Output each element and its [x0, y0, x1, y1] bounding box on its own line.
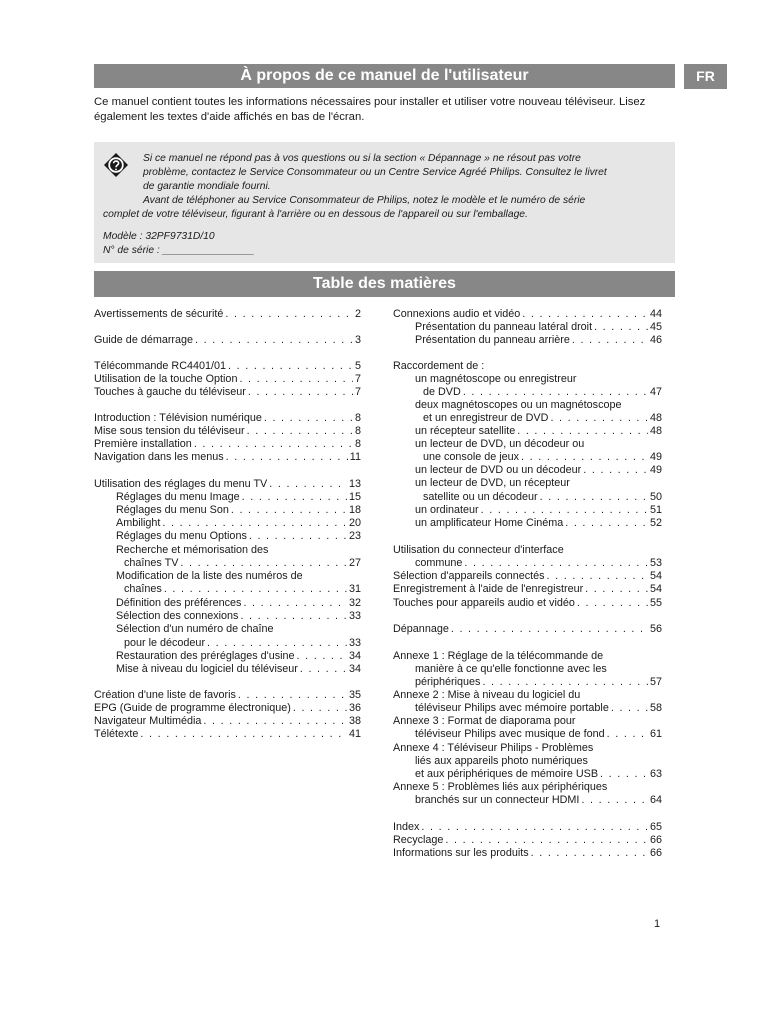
toc-page-number: 7 [354, 386, 361, 398]
toc-page-number: 57 [649, 676, 662, 688]
toc-entry [415, 477, 570, 489]
toc-dot-leader [600, 768, 648, 780]
toc-entry [94, 373, 361, 385]
toc-entry [116, 491, 361, 503]
toc-entry-title: Informations sur les produits [393, 847, 529, 859]
toc-entry-title: Annexe 1 : Réglage de la télécommande de [393, 650, 604, 662]
toc-entry [415, 321, 662, 333]
toc-entry [393, 834, 662, 846]
toc-dot-leader [451, 623, 648, 635]
toc-entry-title: Télétexte [94, 728, 139, 740]
toc-entry-title: Modification de la liste des numéros de [116, 570, 303, 582]
toc-entry [415, 504, 662, 516]
toc-entry-title: Ambilight [116, 517, 161, 529]
toc-page-number: 34 [348, 663, 361, 675]
toc-entry [94, 308, 361, 320]
toc-entry-title: un lecteur de DVD ou un décodeur [415, 464, 582, 476]
toc-dot-leader [243, 597, 347, 609]
note-line: N° de série : ________________ [103, 245, 255, 256]
note-line: complet de votre téléviseur, figurant à l'arrière ou en dessous de l'appareil ou sur l'emballage. [103, 209, 528, 220]
toc-page-number: 11 [349, 451, 361, 463]
toc-entry-title: téléviseur Philips avec mémoire portable [415, 702, 609, 714]
toc-entry-title: Sélection des connexions [116, 610, 239, 622]
note-line: Modèle : 32PF9731D/10 [103, 231, 215, 242]
toc-entry [415, 399, 622, 411]
toc-dot-leader [517, 425, 648, 437]
toc-dot-leader [594, 321, 648, 333]
toc-entry [415, 438, 584, 450]
toc-entry [116, 623, 274, 635]
toc-dot-leader [240, 610, 347, 622]
toc-entry-title: Réglages du menu Son [116, 504, 229, 516]
toc-page-number: 63 [649, 768, 662, 780]
toc-page-number: 48 [649, 412, 662, 424]
toc-page-number: 53 [649, 557, 662, 569]
toc-dot-leader [228, 360, 353, 372]
toc-entry [423, 491, 662, 503]
toc-page-number: 54 [649, 570, 662, 582]
toc-dot-leader [300, 663, 347, 675]
toc-entry [116, 517, 361, 529]
toc-entry-title: commune [415, 557, 463, 569]
toc-entry [94, 451, 361, 463]
toc-dot-leader [249, 530, 347, 542]
toc-page-number: 18 [348, 504, 361, 516]
toc-page-number: 15 [348, 491, 361, 503]
toc-entry [415, 728, 662, 740]
toc-page-number: 27 [348, 557, 361, 569]
toc-entry [94, 412, 361, 424]
toc-dot-leader [445, 834, 648, 846]
toc-entry-title: Dépannage [393, 623, 449, 635]
toc-entry [94, 702, 361, 714]
toc-entry [116, 530, 361, 542]
toc-entry-title: chaînes [124, 583, 162, 595]
toc-entry-title: Avertissements de sécurité [94, 308, 224, 320]
toc-entry-title: Recherche et mémorisation des [116, 544, 269, 556]
toc-entry [415, 557, 662, 569]
toc-entry-title: et aux périphériques de mémoire USB [415, 768, 599, 780]
toc-entry [393, 570, 662, 582]
toc-page-number: 36 [348, 702, 361, 714]
toc-page-number: 23 [348, 530, 361, 542]
toc-entry-title: un ordinateur [415, 504, 479, 516]
toc-entry-title: Touches pour appareils audio et vidéo [393, 597, 575, 609]
toc-page-number: 41 [348, 728, 361, 740]
toc-entry-title: Guide de démarrage [94, 334, 194, 346]
toc-entry [415, 663, 607, 675]
toc-entry-title: Utilisation de la touche Option [94, 373, 238, 385]
toc-entry [393, 689, 580, 701]
toc-entry-title: Annexe 5 : Problèmes liés aux périphériques [393, 781, 608, 793]
toc-page-number: 35 [348, 689, 361, 701]
toc-entry-title: Sélection d'appareils connectés [393, 570, 545, 582]
toc-dot-leader [547, 570, 648, 582]
toc-entry [116, 544, 268, 556]
toc-entry-title: Navigation dans les menus [94, 451, 224, 463]
toc-page-number: 46 [649, 334, 662, 346]
toc-dot-leader [482, 676, 648, 688]
toc-page-number: 49 [649, 464, 662, 476]
toc-entry [415, 517, 662, 529]
toc-entry-title: Télécommande RC4401/01 [94, 360, 227, 372]
toc-page-number: 50 [649, 491, 662, 503]
toc-entry-title: Restauration des préréglages d'usine [116, 650, 295, 662]
toc-entry-title: une console de jeux [423, 451, 520, 463]
toc-dot-leader [572, 334, 648, 346]
toc-entry [94, 689, 361, 701]
toc-entry [94, 715, 361, 727]
toc-entry [393, 821, 662, 833]
toc-page-number: 48 [649, 425, 662, 437]
toc-page-number: 51 [649, 504, 662, 516]
toc-entry [94, 728, 361, 740]
toc-page-number: 64 [649, 794, 662, 806]
toc-dot-leader [225, 308, 353, 320]
toc-page-number: 38 [348, 715, 361, 727]
toc-dot-leader [585, 583, 648, 595]
toc-page-number: 13 [348, 478, 361, 490]
toc-entry [393, 847, 662, 859]
toc-entry [116, 610, 361, 622]
toc-entry-title: deux magnétoscopes ou un magnétoscope [415, 399, 622, 411]
toc-dot-leader [607, 728, 648, 740]
toc-page-number: 2 [354, 308, 361, 320]
toc-page-number: 52 [649, 517, 662, 529]
toc-entry [415, 373, 576, 385]
toc-page-number: 58 [649, 702, 662, 714]
toc-entry-title: Touches à gauche du téléviseur [94, 386, 246, 398]
toc-entry-title: de DVD [423, 386, 461, 398]
toc-dot-leader [164, 583, 347, 595]
toc-page-number: 8 [354, 438, 361, 450]
toc-page-number: 65 [649, 821, 662, 833]
toc-page-number: 49 [649, 451, 662, 463]
toc-page-number: 31 [348, 583, 361, 595]
toc-entry-title: manière à ce qu'elle fonctionne avec les [415, 663, 607, 675]
toc-entry [94, 425, 361, 437]
toc-page-number: 47 [649, 386, 662, 398]
toc-entry [423, 451, 662, 463]
toc-dot-leader [522, 308, 648, 320]
toc-dot-leader [264, 412, 353, 424]
toc-entry [393, 308, 662, 320]
toc-entry-title: et un enregistreur de DVD [423, 412, 549, 424]
page-number: 1 [654, 918, 661, 930]
toc-entry-title: Sélection d'un numéro de chaîne [116, 623, 274, 635]
toc-entry-title: Mise à niveau du logiciel du téléviseur [116, 663, 298, 675]
note-line: Si ce manuel ne répond pas à vos questions ou si la section « Dépannage » ne résout pas votre [143, 153, 581, 164]
toc-entry [415, 425, 662, 437]
toc-entry-title: un lecteur de DVD, un récepteur [415, 477, 570, 489]
toc-entry-title: un amplificateur Home Cinéma [415, 517, 564, 529]
toc-page-number: 61 [649, 728, 662, 740]
toc-dot-leader [611, 702, 648, 714]
toc-dot-leader [207, 637, 347, 649]
toc-entry-title: Introduction : Télévision numérique [94, 412, 262, 424]
toc-entry-title: branchés sur un connecteur HDMI [415, 794, 580, 806]
toc-dot-leader [550, 412, 648, 424]
toc-dot-leader [231, 504, 347, 516]
toc-entry-title: périphériques [415, 676, 481, 688]
toc-dot-leader [140, 728, 347, 740]
toc-page-number: 66 [649, 834, 662, 846]
toc-page-number: 7 [354, 373, 361, 385]
toc-dot-leader [531, 847, 648, 859]
section-title-toc: Table des matières [94, 271, 675, 297]
toc-entry-title: Définition des préférences [116, 597, 242, 609]
toc-page-number: 32 [348, 597, 361, 609]
toc-entry-title: Recyclage [393, 834, 444, 846]
toc-page-number: 33 [348, 610, 361, 622]
toc-entry [393, 583, 662, 595]
toc-page-number: 8 [354, 425, 361, 437]
toc-entry [393, 650, 603, 662]
toc-entry-title: Création d'une liste de favoris [94, 689, 236, 701]
toc-entry-title: Annexe 4 : Téléviseur Philips - Problèmes [393, 742, 594, 754]
toc-page-number: 54 [649, 583, 662, 595]
note-line: de garantie mondiale fourni. [143, 181, 271, 192]
toc-entry [415, 676, 662, 688]
toc-page-number: 34 [348, 650, 361, 662]
toc-entry-title: liés aux appareils photo numériques [415, 755, 588, 767]
toc-page-number: 45 [649, 321, 662, 333]
toc-dot-leader [583, 464, 648, 476]
toc-entry [116, 597, 361, 609]
toc-dot-leader [540, 491, 648, 503]
toc-dot-leader [521, 451, 648, 463]
toc-entry [94, 360, 361, 372]
toc-dot-leader [421, 821, 648, 833]
toc-entry [423, 412, 662, 424]
toc-dot-leader [162, 517, 347, 529]
toc-entry [94, 478, 361, 490]
toc-page-number: 55 [649, 597, 662, 609]
toc-dot-leader [293, 702, 347, 714]
toc-entry [94, 334, 361, 346]
toc-entry-title: Navigateur Multimédia [94, 715, 202, 727]
note-line: problème, contactez le Service Consommateur ou un Centre Service Agréé Philips. Consultez le livret [143, 167, 607, 178]
toc-entry-title: Utilisation des réglages du menu TV [94, 478, 268, 490]
toc-entry [393, 781, 607, 793]
toc-entry [393, 623, 662, 635]
toc-dot-leader [203, 715, 347, 727]
toc-dot-leader [194, 438, 353, 450]
toc-dot-leader [565, 517, 648, 529]
toc-dot-leader [297, 650, 347, 662]
toc-entry [116, 570, 303, 582]
toc-entry-title: un magnétoscope ou enregistreur [415, 373, 577, 385]
toc-entry-title: Mise sous tension du téléviseur [94, 425, 245, 437]
toc-page-number: 8 [354, 412, 361, 424]
toc-page-number: 3 [354, 334, 361, 346]
toc-page-number: 44 [649, 308, 662, 320]
toc-entry-title: Première installation [94, 438, 192, 450]
intro-paragraph: Ce manuel contient toutes les informations nécessaires pour installer et utiliser votre nouveau téléviseur. Lisez également les textes d'aide affichés en bas de l'écran. [94, 96, 646, 123]
toc-entry-title: Connexions audio et vidéo [393, 308, 521, 320]
toc-entry [393, 715, 575, 727]
toc-page-number: 66 [649, 847, 662, 859]
toc-dot-leader [226, 451, 348, 463]
toc-entry [124, 637, 361, 649]
toc-entry-title: Annexe 2 : Mise à niveau du logiciel du [393, 689, 581, 701]
toc-entry [94, 438, 361, 450]
toc-entry-title: pour le décodeur [124, 637, 206, 649]
toc-entry [124, 557, 361, 569]
toc-entry [94, 386, 361, 398]
toc-entry-title: Raccordement de : [393, 360, 485, 372]
toc-dot-leader [247, 425, 353, 437]
toc-page-number: 33 [348, 637, 361, 649]
note-line: Avant de téléphoner au Service Consommateur de Philips, notez le modèle et le numéro de série [143, 195, 586, 206]
toc-entry-title: Utilisation du connecteur d'interface [393, 544, 564, 556]
toc-entry [415, 464, 662, 476]
toc-entry [415, 794, 662, 806]
toc-dot-leader [195, 334, 353, 346]
toc-entry-title: chaînes TV [124, 557, 179, 569]
toc-entry [393, 544, 564, 556]
toc-entry-title: Annexe 3 : Format de diaporama pour [393, 715, 576, 727]
help-icon [103, 152, 129, 183]
toc-entry [393, 742, 593, 754]
toc-dot-leader [248, 386, 353, 398]
toc-dot-leader [481, 504, 648, 516]
toc-entry-title: satellite ou un décodeur [423, 491, 538, 503]
toc-page-number: 20 [348, 517, 361, 529]
toc-dot-leader [463, 386, 648, 398]
toc-entry-title: téléviseur Philips avec musique de fond [415, 728, 605, 740]
toc-entry [423, 386, 662, 398]
toc-entry [393, 597, 662, 609]
toc-entry [393, 360, 484, 372]
toc-entry-title: un lecteur de DVD, un décodeur ou [415, 438, 585, 450]
toc-dot-leader [242, 491, 347, 503]
toc-entry-title: Index [393, 821, 420, 833]
toc-dot-leader [238, 689, 347, 701]
toc-dot-leader [577, 597, 648, 609]
toc-entry-title: Enregistrement à l'aide de l'enregistreur [393, 583, 584, 595]
toc-entry-title: Présentation du panneau latéral droit [415, 321, 593, 333]
toc-page-number: 5 [354, 360, 361, 372]
toc-dot-leader [269, 478, 347, 490]
toc-entry [116, 504, 361, 516]
toc-entry [116, 650, 361, 662]
language-tab: FR [684, 64, 727, 89]
toc-entry [415, 768, 662, 780]
section-title-about: À propos de ce manuel de l'utilisateur [94, 64, 675, 88]
toc-entry [124, 583, 361, 595]
toc-entry-title: Réglages du menu Options [116, 530, 247, 542]
toc-entry [415, 702, 662, 714]
toc-entry-title: EPG (Guide de programme électronique) [94, 702, 291, 714]
toc-dot-leader [464, 557, 648, 569]
toc-entry-title: un récepteur satellite [415, 425, 516, 437]
toc-page-number: 56 [649, 623, 662, 635]
toc-dot-leader [239, 373, 353, 385]
toc-dot-leader [180, 557, 347, 569]
toc-entry [116, 663, 361, 675]
toc-dot-leader [581, 794, 648, 806]
toc-entry-title: Présentation du panneau arrière [415, 334, 570, 346]
toc-entry [415, 755, 588, 767]
toc-entry [415, 334, 662, 346]
toc-entry-title: Réglages du menu Image [116, 491, 240, 503]
